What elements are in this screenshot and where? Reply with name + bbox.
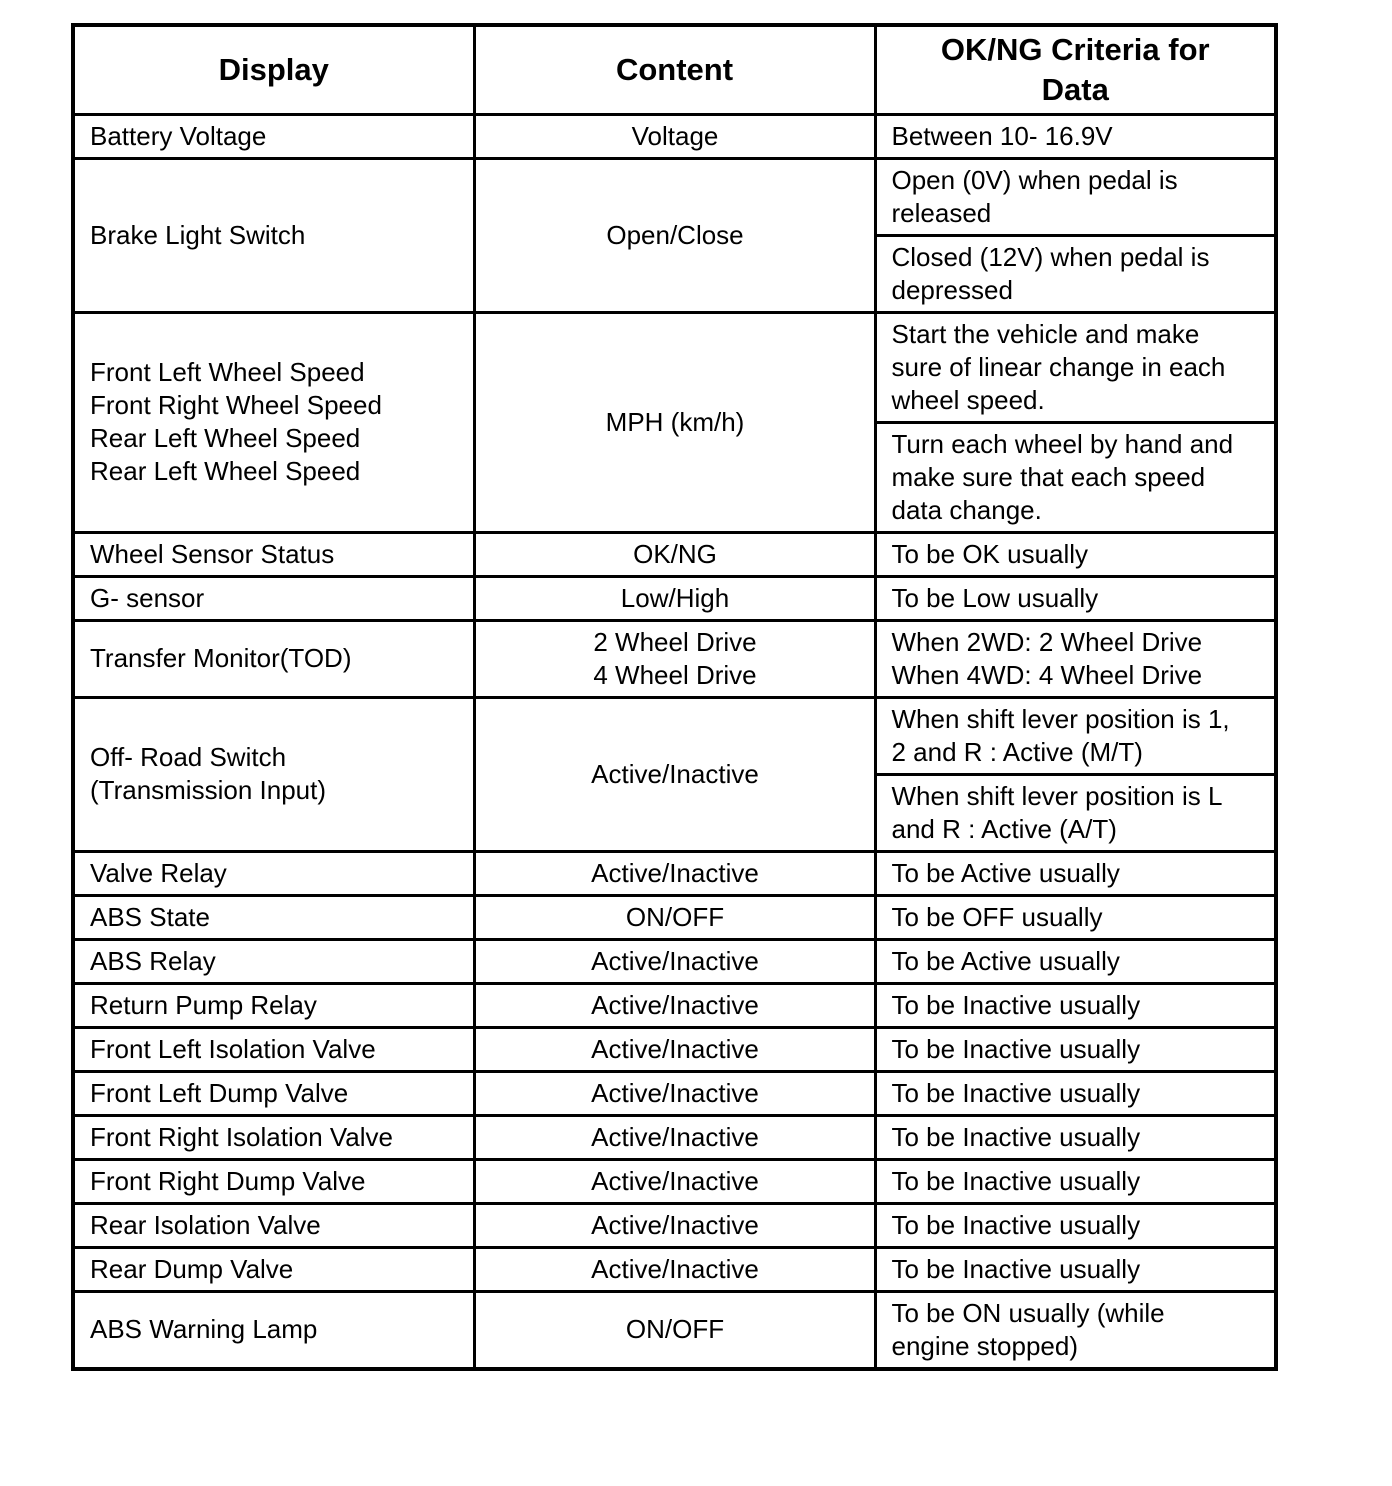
content-cell: ON/OFF — [474, 895, 875, 939]
display-cell: Rear Isolation Valve — [73, 1203, 474, 1247]
criteria-cell: To be OFF usually — [875, 895, 1276, 939]
content-cell: Low/High — [474, 576, 875, 620]
criteria-cell: To be Low usually — [875, 576, 1276, 620]
criteria-cell: To be ON usually (while engine stopped) — [875, 1291, 1276, 1369]
display-cell: ABS State — [73, 895, 474, 939]
criteria-cell: To be OK usually — [875, 532, 1276, 576]
table-row — [73, 1115, 1276, 1159]
display-cell: ABS Relay — [73, 939, 474, 983]
table-row — [73, 895, 1276, 939]
display-cell: G- sensor — [73, 576, 474, 620]
table-row — [73, 576, 1276, 620]
table-row — [73, 939, 1276, 983]
header-criteria: OK/NG Criteria for Data — [875, 25, 1276, 114]
content-cell: MPH (km/h) — [474, 312, 875, 532]
content-cell: Active/Inactive — [474, 1247, 875, 1291]
table-row — [73, 1071, 1276, 1115]
table-row — [73, 158, 1276, 235]
table-row — [73, 1291, 1276, 1369]
table-row — [73, 697, 1276, 774]
content-cell: Active/Inactive — [474, 697, 875, 851]
display-cell: Battery Voltage — [73, 114, 474, 158]
abs-data-table — [71, 23, 1278, 1371]
content-cell: OK/NG — [474, 532, 875, 576]
display-cell: ABS Warning Lamp — [73, 1291, 474, 1369]
table-row — [73, 1159, 1276, 1203]
table-row — [73, 1203, 1276, 1247]
display-cell: Front Left Wheel Speed Front Right Wheel Speed Rear Left Wheel Speed Rear Left Wheel Speed — [73, 312, 474, 532]
table-row — [73, 114, 1276, 158]
criteria-cell: To be Active usually — [875, 851, 1276, 895]
display-cell: Front Left Isolation Valve — [73, 1027, 474, 1071]
display-cell: Return Pump Relay — [73, 983, 474, 1027]
criteria-cell: To be Inactive usually — [875, 1203, 1276, 1247]
content-cell: Active/Inactive — [474, 1115, 875, 1159]
criteria-cell: To be Inactive usually — [875, 1115, 1276, 1159]
content-cell: ON/OFF — [474, 1291, 875, 1369]
display-cell: Valve Relay — [73, 851, 474, 895]
table-row — [73, 620, 1276, 697]
criteria-cell: To be Inactive usually — [875, 1247, 1276, 1291]
display-cell: Wheel Sensor Status — [73, 532, 474, 576]
criteria-cell: When shift lever position is 1, 2 and R : Active (M/T) — [875, 697, 1276, 774]
content-cell: Voltage — [474, 114, 875, 158]
display-cell: Brake Light Switch — [73, 158, 474, 312]
content-cell: Active/Inactive — [474, 851, 875, 895]
content-cell: Active/Inactive — [474, 1159, 875, 1203]
table-row — [73, 312, 1276, 422]
criteria-cell: Open (0V) when pedal is released — [875, 158, 1276, 235]
criteria-cell: To be Active usually — [875, 939, 1276, 983]
display-cell: Off- Road Switch (Transmission Input) — [73, 697, 474, 851]
display-cell: Front Right Isolation Valve — [73, 1115, 474, 1159]
content-cell: 2 Wheel Drive 4 Wheel Drive — [474, 620, 875, 697]
content-cell: Active/Inactive — [474, 1027, 875, 1071]
display-cell: Front Left Dump Valve — [73, 1071, 474, 1115]
criteria-cell: When 2WD: 2 Wheel Drive When 4WD: 4 Wheel Drive — [875, 620, 1276, 697]
display-cell: Transfer Monitor(TOD) — [73, 620, 474, 697]
criteria-cell: To be Inactive usually — [875, 1159, 1276, 1203]
criteria-cell: When shift lever position is L and R : Active (A/T) — [875, 774, 1276, 851]
table-row — [73, 983, 1276, 1027]
content-cell: Active/Inactive — [474, 939, 875, 983]
header-display: Display — [73, 25, 474, 114]
criteria-cell: Closed (12V) when pedal is depressed — [875, 235, 1276, 312]
criteria-cell: To be Inactive usually — [875, 1027, 1276, 1071]
content-cell: Active/Inactive — [474, 983, 875, 1027]
criteria-cell: Start the vehicle and make sure of linear change in each wheel speed. — [875, 312, 1276, 422]
criteria-cell: To be Inactive usually — [875, 983, 1276, 1027]
criteria-cell: Between 10- 16.9V — [875, 114, 1276, 158]
criteria-cell: To be Inactive usually — [875, 1071, 1276, 1115]
content-cell: Open/Close — [474, 158, 875, 312]
table-row — [73, 851, 1276, 895]
table-row — [73, 532, 1276, 576]
header-content: Content — [474, 25, 875, 114]
header-row — [73, 25, 1276, 114]
display-cell: Rear Dump Valve — [73, 1247, 474, 1291]
content-cell: Active/Inactive — [474, 1203, 875, 1247]
display-cell: Front Right Dump Valve — [73, 1159, 474, 1203]
table-row — [73, 1027, 1276, 1071]
criteria-cell: Turn each wheel by hand and make sure that each speed data change. — [875, 422, 1276, 532]
table-row — [73, 1247, 1276, 1291]
content-cell: Active/Inactive — [474, 1071, 875, 1115]
